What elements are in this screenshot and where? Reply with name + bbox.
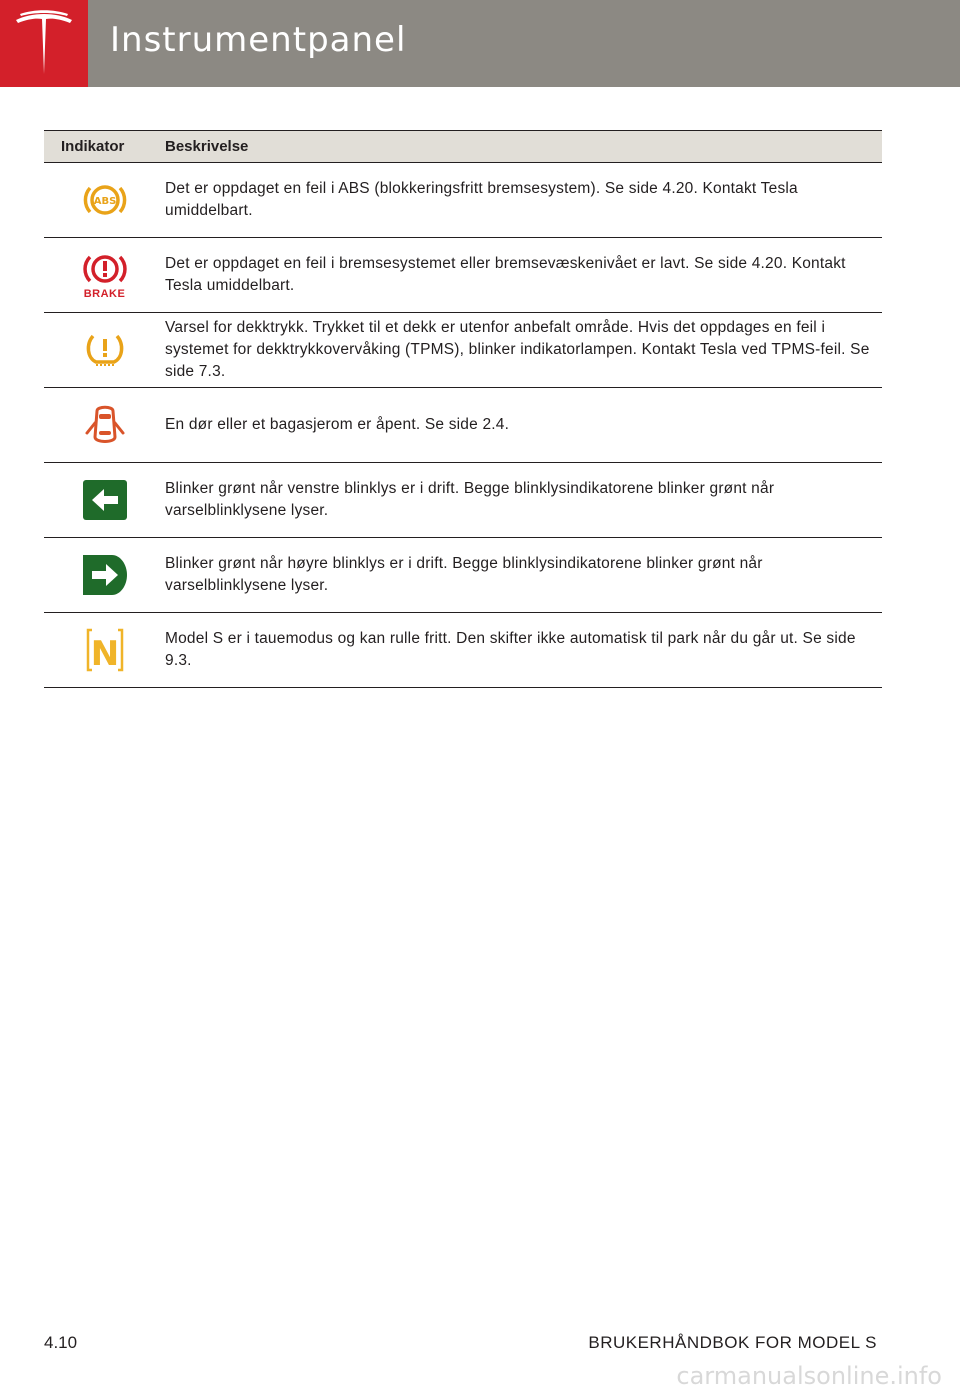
description-cell: En dør eller et bagasjerom er åpent. Se side 2.4. [165, 416, 510, 433]
manual-title: BRUKERHÅNDBOK FOR MODEL S [588, 1333, 877, 1352]
table-row [44, 238, 882, 313]
page-title: Instrumentpanel [110, 20, 407, 60]
column-header-description: Beskrivelse [165, 138, 249, 155]
brake-label: BRAKE [83, 288, 126, 300]
tesla-logo [0, 0, 88, 87]
table-row [44, 538, 882, 613]
description-cell: Blinker grønt når venstre blinklys er i drift. Begge blinklysindikatorene blinker grønt når varselblinklysene lyser. [165, 480, 775, 519]
indicator-cell [44, 554, 165, 596]
page-header [0, 0, 960, 87]
turn-right-icon [82, 554, 128, 596]
table-row [44, 463, 882, 538]
indicator-cell [44, 180, 165, 220]
table-row [44, 613, 882, 688]
tow-mode-label: N [90, 634, 119, 673]
indicator-cell [44, 479, 165, 521]
table-row [44, 163, 882, 238]
indicator-cell [44, 250, 165, 300]
indicator-cell [44, 403, 165, 447]
indicator-cell [44, 330, 165, 370]
tire-pressure-icon [84, 330, 126, 370]
description-cell: Det er oppdaget en feil i ABS (blokkeringsfritt bremsesystem). Se side 4.20. Kontakt Tesla umiddelbart. [165, 180, 798, 219]
tow-mode-icon [85, 627, 125, 673]
door-open-icon [84, 403, 126, 447]
description-cell: Varsel for dekktrykk. Trykket til et dekk er utenfor anbefalt område. Hvis det oppdages en feil i systemet for dekktrykkovervåking (TPMS), blinker indikatorlampen. Kontakt Tesla ved TPMS-feil. Se side 7.3. [165, 319, 870, 380]
table-header [44, 131, 882, 163]
brake-circle-icon [83, 250, 127, 288]
page-number: 4.10 [44, 1333, 78, 1352]
table-row [44, 388, 882, 463]
tesla-logo-icon [12, 10, 76, 76]
description-cell: Det er oppdaget en feil i bremsesystemet eller bremsevæskenivået er lavt. Se side 4.20. Kontakt Tesla umiddelbart. [165, 255, 846, 294]
abs-warning-icon [83, 180, 127, 220]
indicator-table [44, 130, 882, 688]
indicator-cell [44, 627, 165, 673]
table-row [44, 313, 882, 388]
column-header-indicator: Indikator [61, 138, 125, 155]
description-cell: Model S er i tauemodus og kan rulle fritt. Den skifter ikke automatisk til park når du går ut. Se side 9.3. [165, 630, 856, 669]
turn-left-icon [82, 479, 128, 521]
brake-warning-icon [83, 250, 127, 300]
description-cell: Blinker grønt når høyre blinklys er i drift. Begge blinklysindikatorene blinker grønt når varselblinklysene lyser. [165, 555, 763, 594]
svg-text:ABS: ABS [93, 196, 116, 207]
watermark: carmanualsonline.info [676, 1362, 942, 1390]
